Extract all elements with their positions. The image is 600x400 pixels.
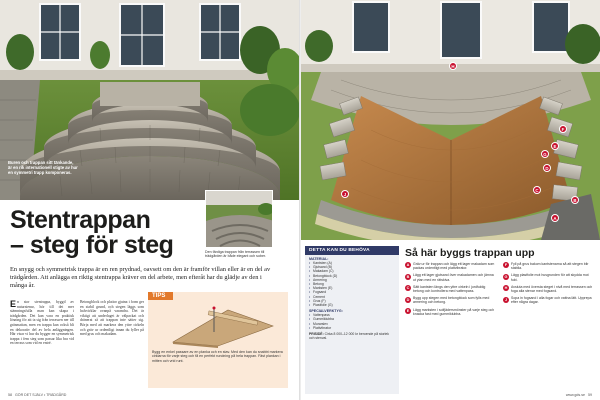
- step-badge: D: [406, 297, 410, 302]
- tips-text: Bygg en enkel passare av en planka och en stav. Med den kan du snabbt markera cirklarna för varje steg och få en perfekt rundning på hela trappan. Fäst plankan i mitten och vrid runt.: [152, 350, 283, 363]
- inset-photo: [205, 190, 273, 248]
- sidebar-header: DETTA KAN DU BEHÖVA: [305, 246, 399, 255]
- list-item: • Marksten (E): [309, 286, 395, 290]
- step-text: Lägg ett lager gjutsand över makadamen och jämna ut ytan med en rätskiva.: [413, 273, 494, 282]
- callout-f: F: [559, 125, 567, 133]
- step-badge: J: [504, 297, 508, 302]
- article-headline: [10, 208, 173, 258]
- list-item: • Vattenpass: [309, 313, 395, 317]
- list-item: • Kantsten (A): [309, 261, 395, 265]
- callout-c: C: [533, 186, 541, 194]
- list-item: [405, 296, 497, 304]
- finished-stair-photo: [206, 191, 273, 248]
- step-text: Avsluta med översta steget i nivå med terrassen och foga alla stenar med fogsand.: [511, 284, 593, 294]
- dropcap: E: [10, 300, 17, 309]
- steps-list: [405, 262, 595, 392]
- step-badge: A: [406, 263, 410, 268]
- materials-title: MATERIAL:: [309, 257, 329, 261]
- step-badge: E: [406, 308, 410, 313]
- right-page: [301, 0, 600, 400]
- step-text: Bygg upp stegen med betongblock som fylls med armering och betong.: [413, 296, 490, 305]
- step-text: Lägg plastfolie mot husgrunden för att skydda mot fukt.: [511, 273, 589, 282]
- lead-paragraph: En snygg och symmetrisk trappa är en ren prydnad, oavsett om den är framför villan eller är en del av trädgården. Att anlägga en riktig stentrappa kräver en del arbete, men efteråt har du glädje av den i många år.: [10, 266, 271, 289]
- left-page: [0, 0, 299, 400]
- folio-left: 58 GÖR DET SJÄLV • TRÄDGÅRD: [8, 393, 67, 397]
- callout-j: J: [341, 190, 349, 198]
- inset-caption: Den färdiga trappan från terrassen till trädgården är både elegant och sober.: [205, 250, 266, 259]
- step-badge: B: [406, 274, 410, 279]
- list-item: • Murarslev: [309, 322, 395, 326]
- list-item: • Gummiklubba: [309, 317, 395, 321]
- body-column-2: Betongblock och plattor gjutna i form ger en stabil grund, och stegen läggs som halvcirklar ovanpå varandra. Det är viktigt att underlaget är välpackat och dränerat så att trappan inte sätter sig. Börja med att markera den yttre cirkeln och gräv ur ordentligt innan du fyller på med grus och makadam.: [80, 300, 144, 337]
- callout-b: B: [571, 196, 579, 204]
- list-item: • Betong: [309, 282, 395, 286]
- list-item: • Fogsand: [309, 290, 395, 294]
- list-item: • Plattvibrator: [309, 326, 395, 330]
- headline-line-1: Stentrappan: [10, 206, 151, 234]
- cross-section-illustration: [301, 0, 600, 240]
- list-item: • Gjutsand (B): [309, 265, 395, 269]
- list-item: [503, 296, 595, 304]
- list-item: • Cement: [309, 295, 395, 299]
- body-columns: [10, 300, 144, 390]
- headline-line-2: – steg för steg: [10, 231, 174, 259]
- hero-photo: [0, 0, 299, 200]
- step-text: Gräv ur för trappan och lägg ett lager makadam som packas ordentligt med plattvibrator.: [413, 262, 495, 271]
- list-item: • Makadam (C): [309, 269, 395, 273]
- list-item: [503, 273, 595, 281]
- step-text: Sopa in fogsand i alla fogar och vattna lätt. Upprepa efter några dagar.: [511, 296, 592, 305]
- step-text: Fyll på grus bakom kantstenarna så att stegen blir stabila.: [511, 262, 589, 271]
- list-item: [405, 308, 497, 316]
- stair-cutaway-drawing: [301, 0, 600, 240]
- tools-title: SPECIALVERKTYG:: [309, 309, 343, 314]
- materials-sidebar: [305, 246, 399, 394]
- list-item: • Armering: [309, 278, 395, 282]
- callout-a: A: [551, 214, 559, 222]
- callout-d: D: [543, 164, 551, 172]
- list-item: • Betongblock (D): [309, 274, 395, 278]
- tips-box: [148, 292, 288, 388]
- list-item: • Plastfolie (G): [309, 303, 395, 307]
- step-badge: F: [504, 263, 508, 268]
- step-text: Lägg marksten i solfjädersmönster på varje steg och knacka fast med gummiklubba.: [413, 307, 495, 316]
- compass-tool-illustration: [168, 302, 278, 348]
- price-info: PRISIDÉ: Cirka 8 000–12 000 kr beroende på storlek och stenval.: [309, 332, 389, 341]
- list-item: [405, 262, 497, 270]
- tips-label: TIPS: [148, 292, 173, 300]
- folio-right: www.gds.se 59: [565, 393, 592, 397]
- step-badge: C: [406, 286, 410, 291]
- body-column-1: En stor stentrappa, byggd av naturstenar, hör till det mer stämningsfulla man kan skapa i trädgården. Det kan vara en praktisk lösning för att ta sig från terrassen ner till gräsmattan, men en trappa kan också bli en dekorativ del av hela anläggningen. Här visar vi hur du bygger en symmetrisk trappa i fem steg som passar lika bra vid en terrass som vid en entré.: [10, 300, 74, 346]
- list-item: [405, 285, 497, 293]
- callout-h: H: [449, 62, 457, 70]
- tools-list: [305, 313, 399, 330]
- photo-caption: Buren och trappan sitt tänkande, är en rik internationell stigte av hur en symmetri trapp komponeras.: [8, 160, 78, 175]
- step-badge: H: [504, 286, 508, 291]
- list-item: [503, 262, 595, 270]
- steps-title: Så här byggs trappan upp: [405, 247, 535, 259]
- list-item: • Grus (F): [309, 299, 395, 303]
- list-item: [503, 285, 595, 293]
- list-item: [405, 273, 497, 281]
- callout-e: E: [551, 142, 559, 150]
- step-badge: G: [504, 274, 508, 279]
- step-text: Sätt kantsten längs den yttre cirkeln i jordfuktig betong och kontrollera med vattenpass.: [413, 284, 486, 294]
- callout-g: G: [541, 150, 549, 158]
- materials-list: [305, 261, 399, 307]
